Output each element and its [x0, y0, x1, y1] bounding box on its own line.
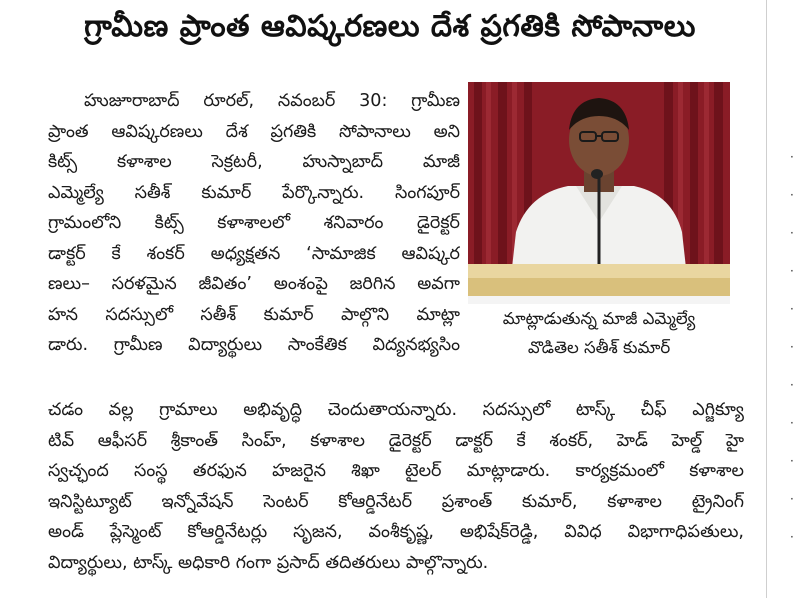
- text-fragment: ·: [790, 264, 794, 278]
- article-line: డారు. గ్రామీణ విద్యార్థులు సాంకేతిక విద్యనభ్యసిం: [48, 335, 460, 355]
- text-fragment: ·: [790, 454, 794, 468]
- column-divider: [766, 0, 767, 598]
- article-column-text: [48, 86, 460, 361]
- article-line: గ్రామంలోని కిట్స్‌ కళాశాలలో శనివారం డైరెక్టర్‌: [48, 213, 460, 233]
- article-line: ఇనిస్టిట్యూట్‌ ఇన్నోవేషన్‌ సెంటర్‌ కోఆర్డినేటర్‌ ప్రశాంత్‌ కుమార్‌, కళాశాల ట్రైనింగ్‌: [48, 491, 744, 512]
- text-fragment: ·: [790, 492, 794, 506]
- article-line: అండ్‌ ప్లేస్మెంట్‌ కోఆర్డినేటర్లు సృజన, వంశీకృష్ణ, అభిషేక్‌రెడ్డి, వివిధ విభాగాధిపతులు,: [48, 522, 744, 542]
- caption-line: మాట్లాడుతున్న మాజీ ఎమ్మెల్యే: [502, 309, 696, 328]
- text-fragment: ·: [790, 530, 794, 544]
- photo-caption: [468, 304, 730, 362]
- article-line: స్వచ్ఛంద సంస్థ తరఫున హజరైన శిఖా టైలర్‌ మాట్లాడారు. కార్యక్రమంలో కళాశాల: [48, 461, 744, 481]
- text-fragment: ·: [790, 416, 794, 430]
- article-line: ప్రాంత ఆవిష్కరణలు దేశ ప్రగతికి సోపానాలు అని: [48, 121, 460, 142]
- caption-line: వొడితెల సతీశ్‌ కుమార్‌: [527, 338, 671, 357]
- article-line: హన సదస్సులో సతీశ్‌ కుమార్‌ పాల్గొని మాట్లా: [48, 304, 460, 325]
- headline: గ్రామీణ ప్రాంత ఆవిష్కరణలు దేశ ప్రగతికి సోపానాలు: [84, 9, 696, 44]
- article-line: విద్యార్థులు, టాస్క్‌ అధికారి గంగా ప్రసాద్‌ తదితరులు పాల్గొన్నారు.: [48, 552, 489, 573]
- text-fragment: ·: [790, 378, 794, 392]
- article-line: టివ్‌ ఆఫీసర్‌ శ్రీకాంత్‌ సింహ్‌, కళాశాల డైరెక్టర్‌ డాక్టర్‌ కే శంకర్‌, హెడ్‌ హెల్డ్‌ హై: [48, 430, 744, 451]
- text-fragment: ·: [790, 340, 794, 354]
- text-fragment: ·: [790, 226, 794, 240]
- article-line: ణలు– సరళమైన జీవితం’ అంశంపై జరిగిన అవగా: [48, 274, 460, 294]
- adjacent-column-fragment: [790, 150, 800, 568]
- article-full-width-text: [48, 395, 744, 578]
- article-line: కిట్స్‌ కళాశాల సెక్రటరీ, హుస్నాబాద్‌ మాజీ: [48, 152, 460, 172]
- article-line: డాక్టర్‌ కే శంకర్‌ అధ్యక్షతన ‘సామాజిక ఆవిష్కర: [48, 243, 460, 264]
- text-fragment: ·: [790, 188, 794, 202]
- text-fragment: ·: [790, 150, 794, 164]
- text-fragment: ·: [790, 302, 794, 316]
- article-line: చడం వల్ల గ్రామాలు అభివృద్ధి చెందుతాయన్నారు. సదస్సులో టాస్క్‌ చీఫ్‌ ఎగ్జిక్యూ: [48, 400, 744, 420]
- article-line: హుజూరాబాద్‌ రూరల్‌, నవంబర్‌ 30: గ్రామీణ: [84, 91, 460, 111]
- speaker-photo: [468, 82, 730, 304]
- article-line: ఎమ్మెల్యే సతీశ్‌ కుమార్‌ పేర్కొన్నారు. సింగపూర్‌: [48, 182, 460, 203]
